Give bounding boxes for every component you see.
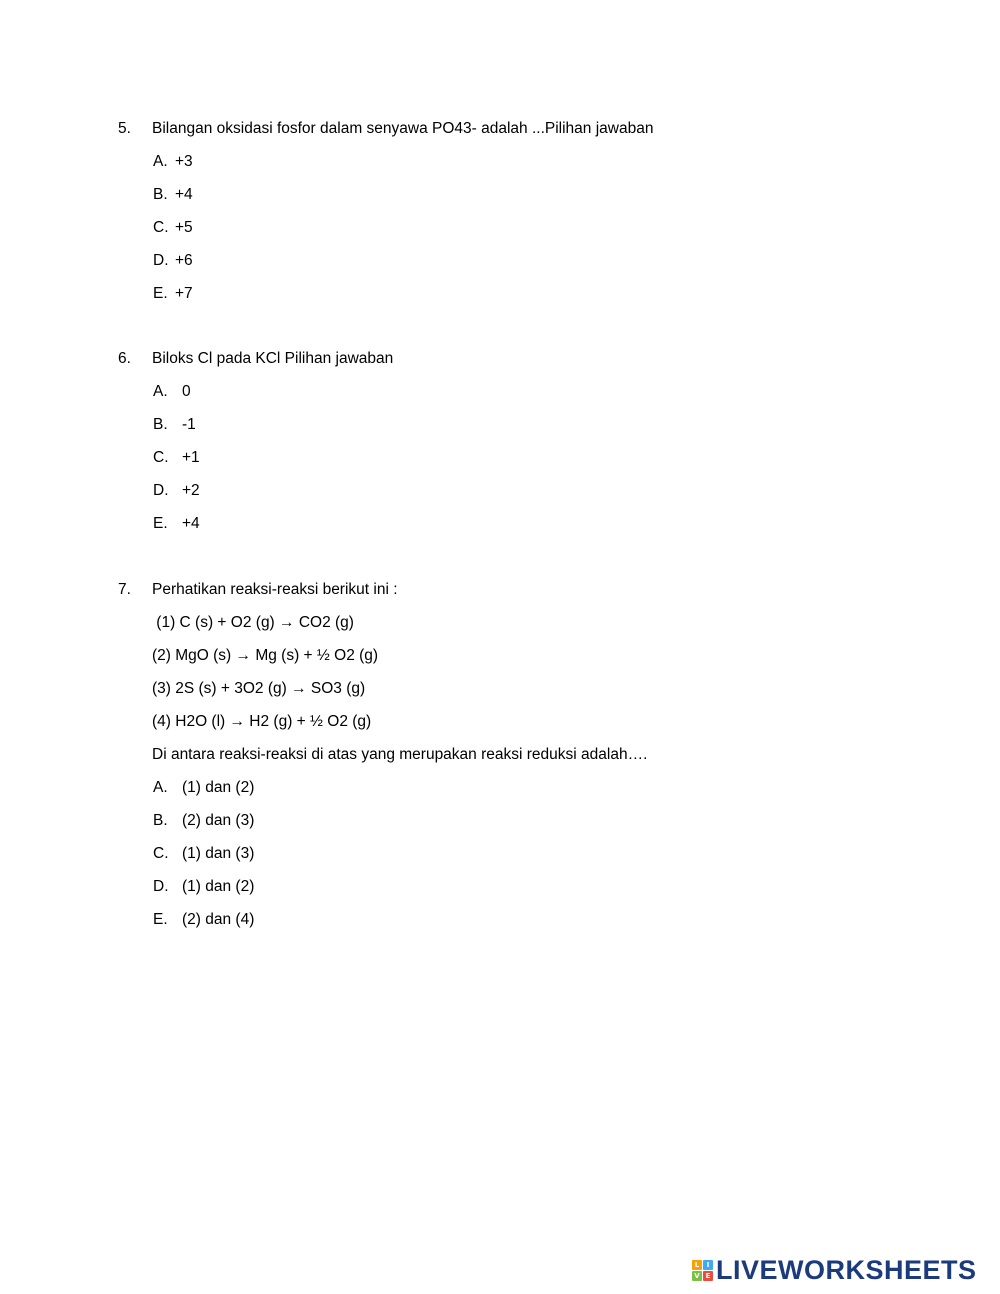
q7-option-d[interactable]: (1) dan (2) [182, 878, 255, 895]
q5-option-e[interactable]: +7 [175, 285, 193, 302]
q6-option-c[interactable]: +1 [182, 449, 200, 466]
q5-option-c-letter: C. [153, 219, 169, 236]
reaction-4: (4) H2O (l) → H2 (g) + ½ O2 (g) [152, 713, 372, 730]
q7-option-b-letter: B. [153, 812, 168, 829]
q7-option-c[interactable]: (1) dan (3) [182, 845, 255, 862]
q7-option-d-letter: D. [153, 878, 169, 895]
question-7-number: 7. [118, 581, 131, 598]
logo-mark-e: E [703, 1271, 713, 1281]
q7-option-b[interactable]: (2) dan (3) [182, 812, 255, 829]
q6-option-a-letter: A. [153, 383, 168, 400]
question-6-number: 6. [118, 350, 131, 367]
q6-option-b-letter: B. [153, 416, 168, 433]
logo-mark-v: V [692, 1271, 702, 1281]
q6-option-d[interactable]: +2 [182, 482, 200, 499]
q7-option-e[interactable]: (2) dan (4) [182, 911, 255, 928]
q5-option-d[interactable]: +6 [175, 252, 193, 269]
q5-option-a[interactable]: +3 [175, 153, 193, 170]
logo-mark-i: I [703, 1260, 713, 1270]
q6-option-a[interactable]: 0 [182, 383, 191, 400]
reaction-3: (3) 2S (s) + 3O2 (g) → SO3 (g) [152, 680, 366, 697]
q5-option-d-letter: D. [153, 252, 169, 269]
q6-option-e-letter: E. [153, 515, 168, 532]
q5-option-b[interactable]: +4 [175, 186, 193, 203]
q6-option-d-letter: D. [153, 482, 169, 499]
reaction-1: (1) C (s) + O2 (g) → CO2 (g) [152, 614, 354, 631]
question-5-text: Bilangan oksidasi fosfor dalam senyawa PO43- adalah ...Pilihan jawaban [152, 120, 654, 137]
question-7-text: Perhatikan reaksi-reaksi berikut ini : [152, 581, 398, 598]
q5-option-b-letter: B. [153, 186, 168, 203]
q6-option-e[interactable]: +4 [182, 515, 200, 532]
question-5-number: 5. [118, 120, 131, 137]
q5-option-e-letter: E. [153, 285, 168, 302]
liveworksheets-logo [692, 1256, 977, 1284]
q7-option-a[interactable]: (1) dan (2) [182, 779, 255, 796]
q6-option-b[interactable]: -1 [182, 416, 196, 433]
q5-option-a-letter: A. [153, 153, 168, 170]
q7-option-e-letter: E. [153, 911, 168, 928]
logo-mark-l: L [692, 1260, 702, 1270]
liveworksheets-logo-mark [692, 1260, 713, 1281]
q7-option-a-letter: A. [153, 779, 168, 796]
q7-option-c-letter: C. [153, 845, 169, 862]
q5-option-c[interactable]: +5 [175, 219, 193, 236]
question-6-text: Biloks Cl pada KCl Pilihan jawaban [152, 350, 394, 367]
reaction-2: (2) MgO (s) → Mg (s) + ½ O2 (g) [152, 647, 379, 664]
liveworksheets-logo-text: LIVEWORKSHEETS [716, 1254, 977, 1285]
q6-option-c-letter: C. [153, 449, 169, 466]
question-7-prompt: Di antara reaksi-reaksi di atas yang merupakan reaksi reduksi adalah…. [152, 746, 648, 763]
